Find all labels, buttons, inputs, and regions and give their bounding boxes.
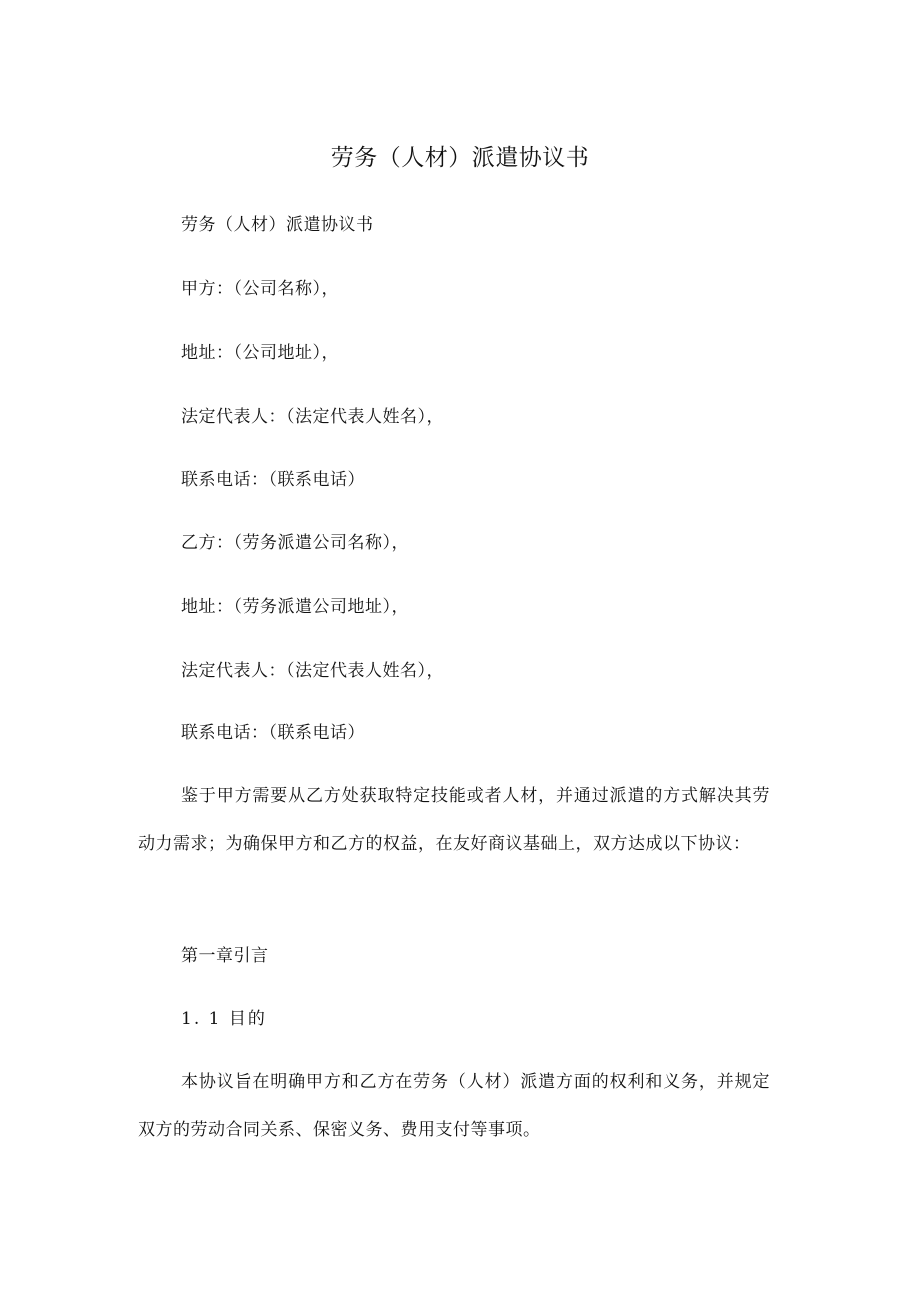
party-a-phone: 联系电话：（联系电话） [181, 470, 365, 490]
chapter-heading: 第一章引言 [181, 946, 269, 966]
subtitle-line: 劳务（人材）派遣协议书 [181, 215, 374, 235]
party-b-legal-rep: 法定代表人：（法定代表人姓名）， [181, 661, 444, 681]
preamble-paragraph: 鉴于甲方需要从乙方处获取特定技能或者人材，并通过派遣的方式解决其劳动力需求；为确保甲方和乙方的权益，在友好商议基础上，双方达成以下协议： [138, 786, 770, 854]
party-b-name: 乙方：（劳务派遣公司名称）， [181, 533, 409, 553]
party-b-phone: 联系电话：（联系电话） [181, 723, 365, 743]
party-b-address: 地址：（劳务派遣公司地址）， [181, 597, 409, 617]
purpose-paragraph: 本协议旨在明确甲方和乙方在劳务（人材）派遣方面的权利和义务，并规定双方的劳动合同关系、保密义务、费用支付等事项。 [138, 1072, 770, 1140]
section-heading: 1. 1 目的 [181, 1009, 267, 1029]
document-title: 劳务（人材）派遣协议书 [330, 145, 590, 171]
party-a-legal-rep: 法定代表人：（法定代表人姓名）， [181, 407, 444, 427]
party-a-name: 甲方：（公司名称）， [181, 279, 339, 299]
party-a-address: 地址：（公司地址）， [181, 343, 339, 363]
